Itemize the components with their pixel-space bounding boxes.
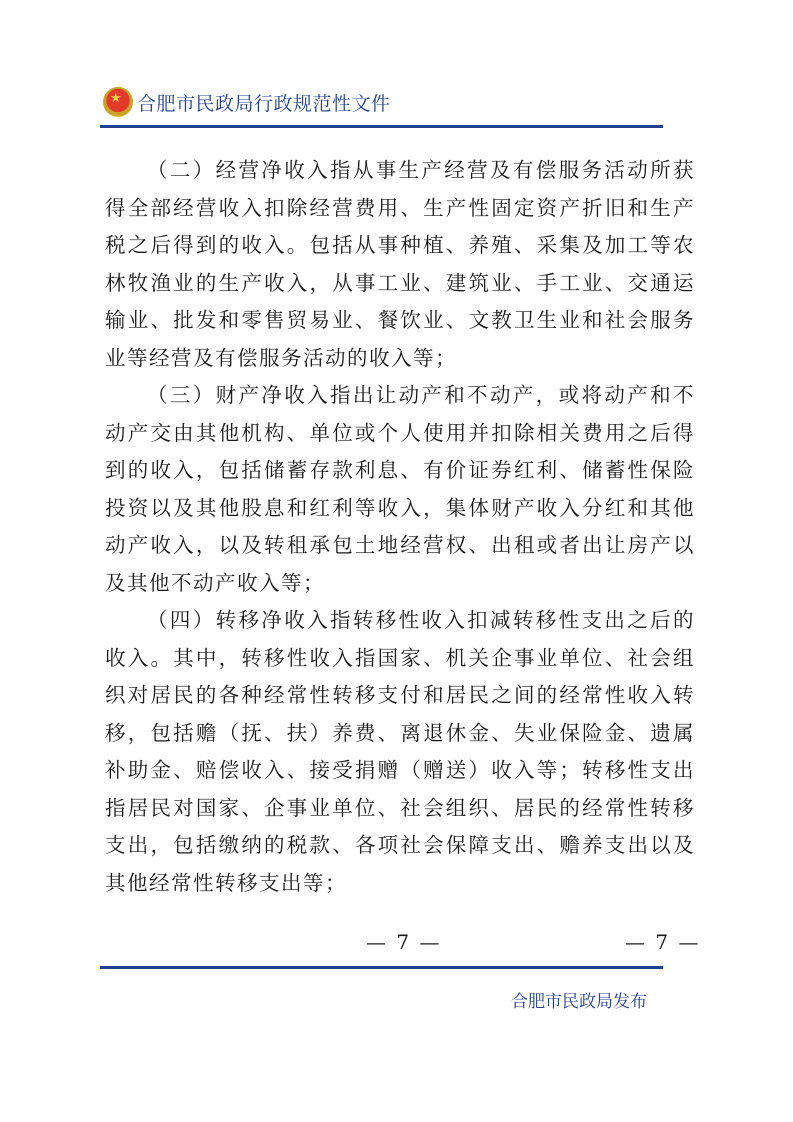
page-number-right: — 7 — [625, 930, 701, 954]
paragraph-property-income: （三）财产净收入指出让动产和不动产，或将动产和不动产交由其他机构、单位或个人使用并扣除相关费用之后得到的收入，包括储蓄存款利息、有价证券红利、储蓄性保险投资以及其他股息和红利等收入，集体财产收入分红和其他动产收入，以及转租承包土地经营权、出租或者出让房产以及其他不动产收入等； [105, 383, 695, 595]
header-rule [100, 125, 663, 128]
national-emblem-icon: ★ [103, 87, 133, 117]
page-number-center: — 7 — [366, 930, 442, 954]
document-body [105, 152, 695, 902]
paragraph-operating-income: （二）经营净收入指从事生产经营及有偿服务活动所获得全部经营收入扣除经营费用、生产性固定资产折旧和生产税之后得到的收入。包括从事种植、养殖、采集及加工等农林牧渔业的生产收入，从事工业、建筑业、手工业、交通运输业、批发和零售贸易业、餐饮业、文教卫生业和社会服务业等经营及有偿服务活动的收入等； [105, 158, 695, 370]
paragraph-transfer-income: （四）转移净收入指转移性收入扣减转移性支出之后的收入。其中，转移性收入指国家、机关企事业单位、社会组织对居民的各种经常性转移支付和居民之间的经常性收入转移，包括赡（抚、扶）养费、离退休金、失业保险金、遗属补助金、赔偿收入、接受捐赠（赠送）收入等；转移性支出指居民对国家、企事业单位、社会组织、居民的经常性转移支出，包括缴纳的税款、各项社会保障支出、赡养支出以及其他经常性转移支出等； [105, 608, 695, 895]
publisher-label: 合肥市民政局发布 [511, 992, 647, 1012]
document-header [103, 84, 391, 120]
header-title: 合肥市民政局行政规范性文件 [137, 92, 391, 115]
footer-rule [100, 966, 663, 969]
